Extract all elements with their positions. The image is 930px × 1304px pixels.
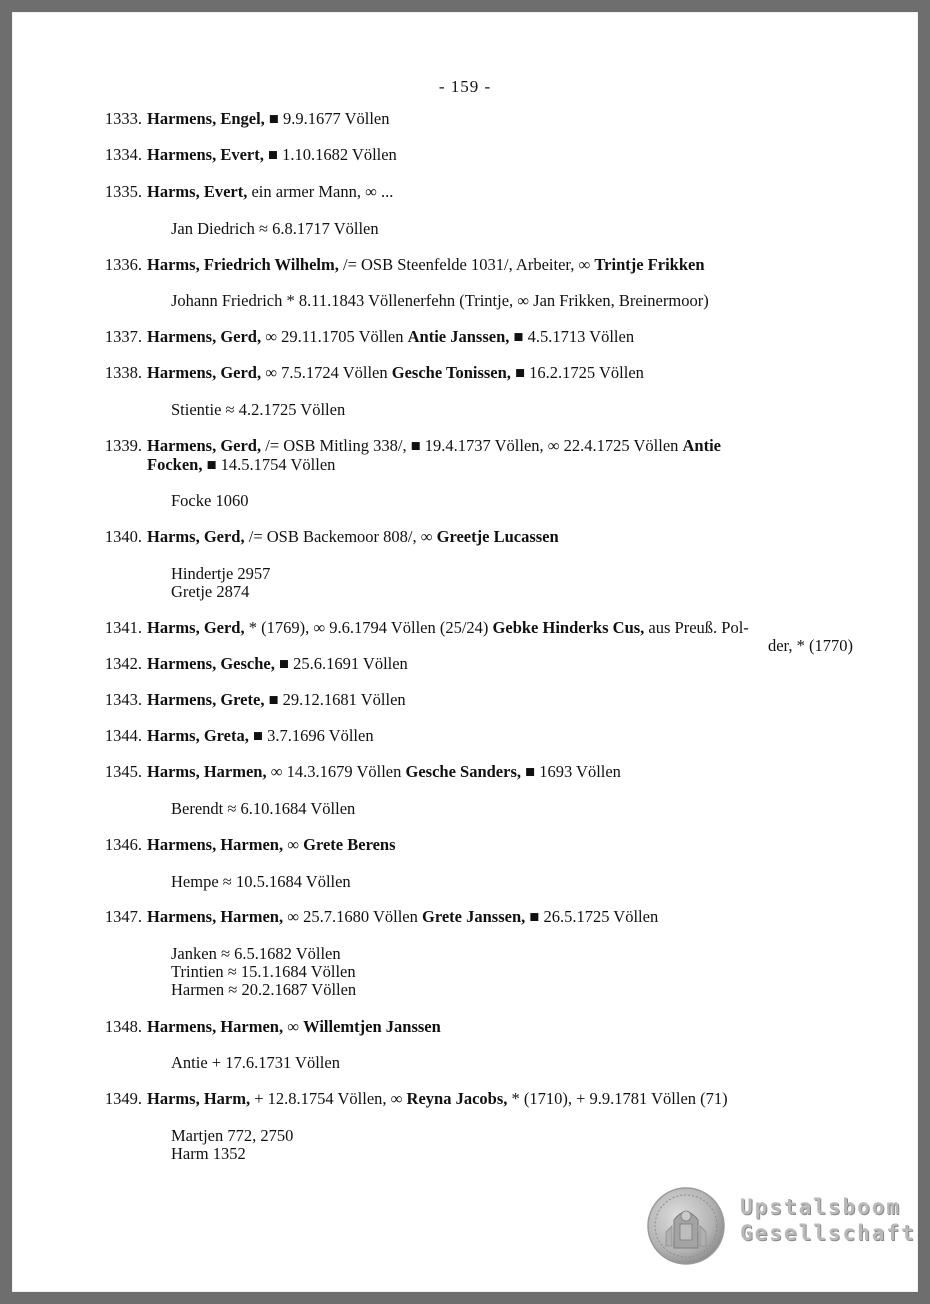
entry-text: [147, 256, 853, 274]
entry-number: 1335.: [104, 182, 142, 201]
child-line: Jan Diedrich ≈ 6.8.1717 Völlen: [171, 219, 379, 238]
entry-number: 1333.: [104, 109, 142, 128]
entry-name: Harms, Gerd,: [147, 618, 245, 637]
entry-number: 1338.: [104, 363, 142, 382]
entry-name: Harms, Gerd,: [147, 527, 245, 546]
entry-spouse: Gesche Sanders,: [405, 762, 521, 781]
child-line: Gretje 2874: [171, 582, 250, 601]
entry-continuation: der, * (1770): [767, 636, 853, 655]
entry-details: ■ 9.9.1677 Völlen: [268, 109, 390, 128]
entry-details: ■ 29.12.1681 Völlen: [268, 690, 406, 709]
document-page: [12, 12, 918, 1292]
logo-line-1: Upstalsboom: [740, 1195, 902, 1219]
entry-number: 1340.: [104, 527, 142, 546]
entry-number: 1334.: [104, 145, 142, 164]
entry-name: Harmens, Harmen,: [147, 835, 284, 854]
entry-name: Harms, Harm,: [147, 1089, 251, 1108]
entry-text: [147, 328, 853, 346]
entry-number: 1341.: [104, 618, 142, 637]
entry-spouse-cont: Focken,: [147, 455, 203, 474]
entry-text: [147, 727, 853, 745]
entry-details-2: ■ 16.2.1725 Völlen: [515, 363, 644, 382]
entry-details: /= OSB Mitling 338/, ■ 19.4.1737 Völlen, ∞ 22.4.1725 Völlen: [265, 436, 679, 455]
entry-details: ∞: [287, 1017, 299, 1036]
child-line: Janken ≈ 6.5.1682 Völlen: [171, 944, 341, 963]
entry-number: 1348.: [104, 1017, 142, 1036]
entry-name: Harmens, Gesche,: [147, 654, 275, 673]
entry-number: 1342.: [104, 654, 142, 673]
child-line: Trintien ≈ 15.1.1684 Völlen: [171, 962, 356, 981]
entry-details-2: aus Preuß. Pol-: [648, 618, 749, 637]
entry-spouse: Greetje Lucassen: [436, 527, 559, 546]
entry-number: 1344.: [104, 726, 142, 745]
entry-text: [147, 763, 853, 781]
entry-number: 1343.: [104, 690, 142, 709]
entry-spouse: Antie Janssen,: [407, 327, 510, 346]
entry-details: ■ 1.10.1682 Völlen: [267, 145, 397, 164]
entry-details: ∞ 14.3.1679 Völlen: [270, 762, 402, 781]
entry-spouse: Willemtjen Janssen: [303, 1017, 441, 1036]
entry-number: 1339.: [104, 436, 142, 455]
entry-details-2: ■ 1693 Völlen: [525, 762, 621, 781]
entry-text: [147, 528, 853, 546]
entry-spouse: Gebke Hinderks Cus,: [492, 618, 645, 637]
entry-spouse: Grete Janssen,: [421, 907, 526, 926]
entry-name: Harms, Evert,: [147, 182, 248, 201]
entry-name: Harmens, Grete,: [147, 690, 265, 709]
entry-name: Harmens, Gerd,: [147, 327, 262, 346]
entry-details-2: ■ 14.5.1754 Völlen: [206, 455, 336, 474]
entry-number: 1336.: [104, 255, 142, 274]
entry-text: [147, 691, 853, 709]
entry-text: [147, 655, 853, 673]
entry-details: ∞ 7.5.1724 Völlen: [265, 363, 388, 382]
entry-name: Harms, Greta,: [147, 726, 249, 745]
entry-details: ■ 25.6.1691 Völlen: [278, 654, 408, 673]
entry-details: ∞ 29.11.1705 Völlen: [265, 327, 404, 346]
entry-details: ∞: [287, 835, 299, 854]
child-line: Harm 1352: [171, 1144, 246, 1163]
entry-details: ein armer Mann, ∞ ...: [251, 182, 394, 201]
entry-number: 1347.: [104, 907, 142, 926]
entry-text: [147, 456, 335, 474]
page-number: - 159 -: [438, 77, 492, 96]
child-line: Hempe ≈ 10.5.1684 Völlen: [171, 872, 351, 891]
entry-details-2: ■ 26.5.1725 Völlen: [529, 907, 659, 926]
entry-details: * (1769), ∞ 9.6.1794 Völlen (25/24): [248, 618, 489, 637]
child-line: Martjen 772, 2750: [171, 1126, 294, 1145]
entry-number: 1349.: [104, 1089, 142, 1108]
entry-name: Harms, Friedrich Wilhelm,: [147, 255, 339, 274]
child-line: Antie + 17.6.1731 Völlen: [171, 1053, 340, 1072]
entry-name: Harmens, Gerd,: [147, 363, 262, 382]
entry-number: 1337.: [104, 327, 142, 346]
child-line: Hindertje 2957: [171, 564, 271, 583]
child-line: Johann Friedrich * 8.11.1843 Völlenerfehn (Trintje, ∞ Jan Frikken, Breinermoor): [171, 291, 709, 310]
entry-number: 1345.: [104, 762, 142, 781]
entry-name: Harmens, Evert,: [147, 145, 264, 164]
entry-spouse: Reyna Jacobs,: [406, 1089, 508, 1108]
entry-details: /= OSB Steenfelde 1031/, Arbeiter, ∞: [343, 255, 591, 274]
child-line: Stientie ≈ 4.2.1725 Völlen: [171, 400, 346, 419]
entry-text: [147, 437, 853, 455]
entry-details: /= OSB Backemoor 808/, ∞: [248, 527, 433, 546]
entry-spouse: Gesche Tonissen,: [391, 363, 511, 382]
entry-name: Harms, Harmen,: [147, 762, 267, 781]
entry-name: Harmens, Harmen,: [147, 907, 284, 926]
logo-text: [740, 1194, 916, 1246]
entry-text: [147, 619, 853, 637]
entry-text: [147, 836, 853, 854]
entry-text: [147, 183, 853, 201]
entry-spouse: Grete Berens: [303, 835, 396, 854]
entry-details: + 12.8.1754 Völlen, ∞: [254, 1089, 403, 1108]
child-line: Focke 1060: [171, 491, 249, 510]
entry-spouse: Antie: [682, 436, 722, 455]
logo-line-2: Gesellschaft: [740, 1221, 916, 1245]
entry-text: [147, 1090, 853, 1108]
entry-name: Harmens, Gerd,: [147, 436, 262, 455]
entry-name: Harmens, Engel,: [147, 109, 265, 128]
entry-text: [147, 364, 853, 382]
entry-details-2: ■ 4.5.1713 Völlen: [513, 327, 635, 346]
entry-details: ∞ 25.7.1680 Völlen: [287, 907, 418, 926]
seal-icon: [646, 1186, 726, 1266]
watermark-logo: [646, 1186, 926, 1266]
entry-number: 1346.: [104, 835, 142, 854]
entry-name: Harmens, Harmen,: [147, 1017, 284, 1036]
entry-text: [147, 146, 853, 164]
entry-text: [147, 110, 853, 128]
entry-details: ■ 3.7.1696 Völlen: [253, 726, 374, 745]
entry-text: [147, 1018, 853, 1036]
entry-spouse: Trintje Frikken: [594, 255, 705, 274]
entry-text: [147, 908, 853, 926]
child-line: Harmen ≈ 20.2.1687 Völlen: [171, 980, 357, 999]
child-line: Berendt ≈ 6.10.1684 Völlen: [171, 799, 356, 818]
entry-details-2: * (1710), + 9.9.1781 Völlen (71): [511, 1089, 728, 1108]
